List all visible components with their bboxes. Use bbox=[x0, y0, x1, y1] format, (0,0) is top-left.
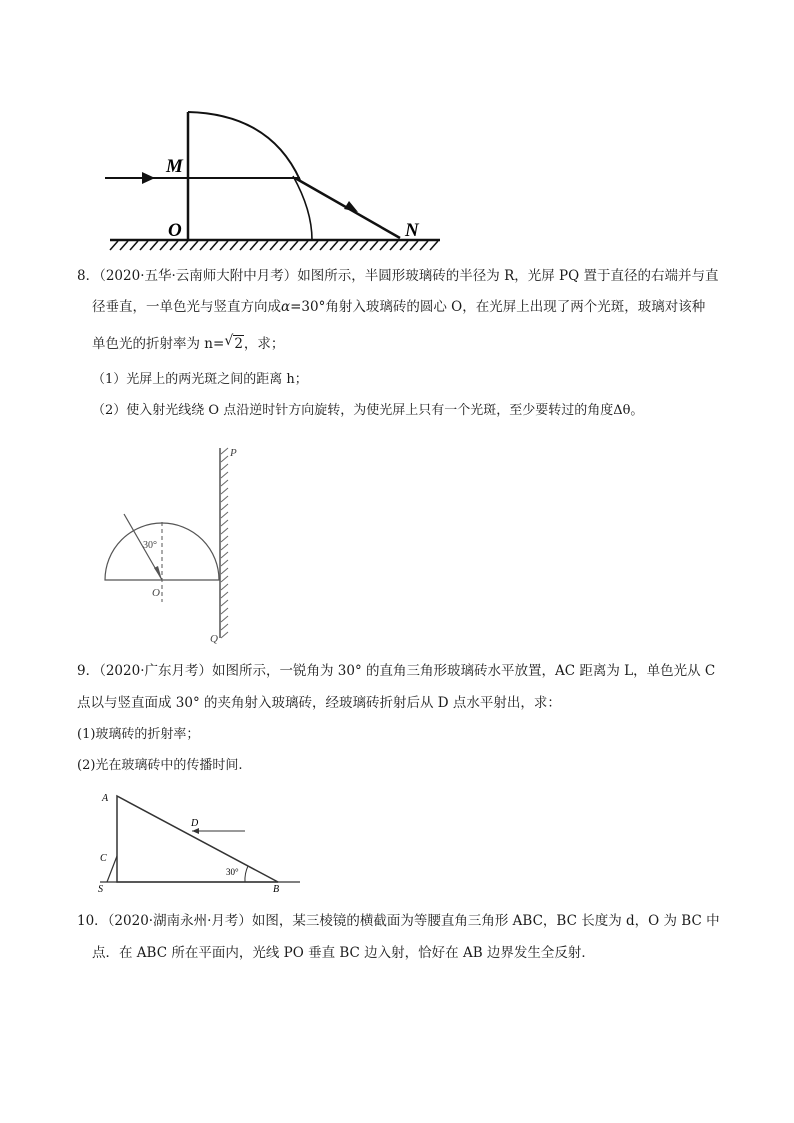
label-A: A bbox=[102, 793, 109, 804]
label-S: S bbox=[98, 884, 103, 895]
problem8-line1: 8．（2020·五华·云南师大附中月考）如图所示，半圆形玻璃砖的半径为 R，光屏 PQ 置于直径的右端并与直 bbox=[77, 268, 719, 284]
label-N: N bbox=[405, 220, 419, 241]
problem8-line2-b: =30°角射入玻璃砖的圆心 O，在光屏上出现了两个光斑，玻璃对该种 bbox=[290, 299, 706, 315]
problem8-line3-b: ，求； bbox=[243, 336, 285, 352]
alpha-symbol: α bbox=[281, 299, 291, 315]
problem9-q2: (2)光在玻璃砖中的传播时间. bbox=[77, 758, 243, 773]
figure-semicircle-screen bbox=[100, 440, 250, 645]
figure-triangle-prism bbox=[95, 786, 305, 896]
angle-label: 30° bbox=[226, 867, 239, 877]
label-C: C bbox=[100, 853, 107, 864]
sqrt-value: 2 bbox=[234, 336, 243, 352]
problem8-q2: （2）使入射光线绕 O 点沿逆时针方向旋转，为使光屏上只有一个光斑，至少要转过的角度Δθ。 bbox=[92, 403, 644, 418]
problem9-q1: (1)玻璃砖的折射率； bbox=[77, 727, 200, 742]
problem8-line3 bbox=[92, 334, 284, 354]
label-M: M bbox=[166, 156, 183, 177]
problem8-line3-a: 单色光的折射率为 n= bbox=[92, 336, 225, 352]
label-P: P bbox=[230, 447, 237, 459]
sqrt-expression: √ 2 bbox=[224, 333, 243, 352]
problem8-q1: （1）光屏上的两光斑之间的距离 h； bbox=[92, 372, 308, 387]
label-O: O bbox=[152, 587, 160, 599]
figure-quarter-circle bbox=[100, 100, 445, 260]
problem10-line1: 10．（2020·湖南永州·月考）如图，某三棱镜的横截面为等腰直角三角形 ABC，BC 长度为 d，O 为 BC 中 bbox=[77, 913, 720, 929]
problem10-line2: 点．在 ABC 所在平面内，光线 PO 垂直 BC 边入射，恰好在 AB 边界发生全反射． bbox=[92, 945, 595, 961]
problem8-line2-a: 径垂直，一单色光与竖直方向成 bbox=[92, 299, 281, 315]
label-O: O bbox=[168, 220, 182, 241]
label-Q: Q bbox=[210, 633, 218, 645]
problem9-line1: 9．（2020·广东月考）如图所示，一锐角为 30° 的直角三角形玻璃砖水平放置，AC 距离为 L，单色光从 C bbox=[77, 663, 716, 679]
problem9-line2: 点以与竖直面成 30° 的夹角射入玻璃砖，经玻璃砖折射后从 D 点水平射出，求： bbox=[77, 695, 561, 711]
label-D: D bbox=[191, 818, 199, 829]
label-B: B bbox=[273, 884, 280, 895]
problem8-line2 bbox=[92, 297, 705, 317]
angle-label: 30° bbox=[143, 540, 157, 551]
